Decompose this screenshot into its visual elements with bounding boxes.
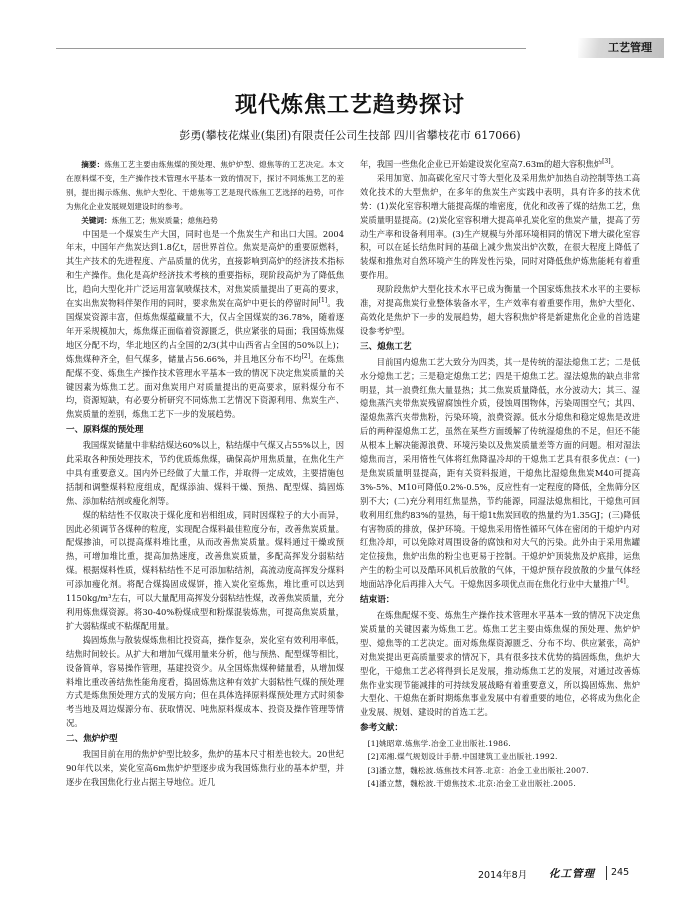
cont-text: 年，我国一些焦化企业已开始建设炭化室高7.63m的超大容积焦炉: [360, 159, 603, 169]
intro-text: 中国是一个煤炭生产大国，同时也是一个焦炭生产和出口大国。2004年末，中国年产焦炭达到1.8亿t，居世界首位。焦炭是高炉的重要原燃料，其生产技术的先进程度、产品质量的优劣，直接影响到高炉的经济技术指标和生产操作。焦化是高炉经济技术考核的重要指标，现阶段高炉为了降低焦比，趋向大型化并广泛运用富氧喷煤技术，对焦炭质量提出了更高的要求，在实出焦炭物料伴架作用的同时，要求焦炭在高炉中更长的停留时间: [66, 228, 344, 309]
body-paragraph: [360, 158, 640, 172]
citation: [3]: [602, 158, 611, 166]
article-title: 现代炼焦工艺趋势探讨: [234, 93, 465, 118]
footer-divider: [606, 866, 607, 880]
body-paragraph: 采用加宽、加高碳化室尺寸等大型化及采用焦炉加热自动控制等热工高效化技术的大型焦炉，在多年的焦炭生产实践中表明，具有许多的技术优势：(1)炭化室容积增大能提高煤的堆密度，优化和改善了煤的结焦工艺，焦炭质量明显提高。(2)炭化室容积增大提高单孔炭化室的焦炭产量，提高了劳动生产率和设备利用率。(3)生产规模与外部环境相同的情况下增大碳化室容积，可以在延长结焦时间的基础上减少焦炭出炉次数，在很大程度上降低了装煤和推焦对自然环境产生的阵发性污染，同时对降低焦炉炼焦能耗有着重要作用。: [360, 172, 640, 281]
section-header: [0, 38, 700, 60]
body-paragraph: 捣固炼焦与散装煤炼焦相比投资高，操作复杂，炭化室有效利用率低，结焦时间较长。从扩大和增加气煤用量来分析，他与预热、配型煤等相比，设备简单，容易操作管理，基建投资少。从全国炼焦煤种储量看，从增加煤料堆比重改善结焦性能角度看，捣固炼焦这种有效扩大弱粘性气煤的预处理方式是炼焦预处理方式的发展方向；但在具体选择原料煤预处理方式时须参考当地及周边煤源分布、获取情况、吨焦原料煤成本、投资及操作管理等情况。: [66, 634, 344, 729]
intro-paragraph: [66, 228, 344, 423]
body-paragraph: 现阶段焦炉大型化技术水平已成为衡量一个国家炼焦技术水平的主要标准，对提高焦炭行业整体装备水平，生产效率有着重要作用，焦炉大型化、高效化是焦炉下一步的发展趋势，超大容积焦炉将是新建焦化企业的首选建设参考炉型。: [360, 284, 640, 336]
header-rule: [56, 48, 526, 49]
references-heading: 参考文献：: [360, 723, 403, 734]
body-paragraph: 在炼焦配煤不变、炼焦生产操作技术管理水平基本一致的情况下决定焦炭质量的关键因素为炼焦工艺。炼焦工艺主要由炼焦煤的预处理、焦炉炉型、熄焦等的工艺决定。面对炼焦煤资源匮乏、分布不均、供应紧张，高炉对焦炭提出更高质量要求的情况下，具有很多技术优势的捣固炼焦，焦炉大型化，干熄焦工艺必将得到长足发展，推动炼焦工艺的发展，对通过改善炼焦作业实现节能减排的可持续发展战略有着重要意义，所以捣固炼焦、焦炉大型化、干熄焦在新时期炼焦事业发展中有着重要的地位，必将成为焦化企业发展、规划、建设时的首选工艺。: [360, 610, 640, 718]
keywords-text: 炼焦工艺；焦炭质量；熄焦趋势: [111, 215, 218, 225]
cont-text-end: 。: [610, 159, 619, 169]
reference-item: [3]潘立慧，魏松波.炼焦技术问答.北京：冶金工业出版社.2007.: [367, 765, 589, 775]
citation: [4]: [617, 578, 626, 586]
section-heading: 二、焦炉炉型: [66, 734, 118, 745]
abstract-text: 炼焦工艺主要由炼焦煤的预处理、焦炉炉型、熄焦等的工艺决定。本文在原料煤不变，生产操作技术管理水平基本一致的情况下，探讨不同炼焦工艺的差别，提出揭示炼焦、焦炉大型化、干熄焦等工艺是现代炼焦工艺选择的趋势，可作为焦化企业发展规划建设时的参考。: [66, 160, 344, 211]
body-paragraph: 我国煤炭储量中非粘结煤达60%以上，粘结煤中气煤又占55%以上，因此采取各种预处理技术，节约优质炼焦煤，确保高炉用焦质量，在焦化生产中具有重要意义。国内外已经做了大量工作，并取得一定成效，主要措施包括制和调整煤料粒度组成，配煤添油、煤料干燥、预热、配型煤、捣固炼焦、添加粘结剂或瘦化剂等。: [66, 440, 344, 506]
abstract-label: 摘要：: [81, 160, 105, 169]
page-footer: [0, 866, 700, 882]
intro-text-cont: 。我国煤炭资源丰富，但炼焦煤蕴藏量不大，仅占全国煤炭的36.78%，随着逐年开采规模加大，炼焦煤正面临着资源匮乏，供应紧张的局面；我国炼焦煤地区分配不均，华北地区约占全国的2/3(其中山西省占全国的50%以上)；炼焦煤种齐全，但气煤多，储量占56.66%，并且地区分布不均: [66, 298, 344, 364]
keywords: [66, 214, 344, 228]
keywords-label: 关键词：: [81, 215, 112, 225]
sec3-text-end: 。: [625, 579, 635, 590]
reference-item: [4]潘立慧，魏松波.干熄焦技术.北京:冶金工业出版社.2005.: [367, 778, 576, 788]
citation: [2]: [301, 352, 311, 360]
intro-text-end: 。在炼焦配煤不变、炼焦生产操作技术管理水平基本一致的情况下决定焦炭质量的关键因素为炼焦工艺。面对焦炭用户对质量提出的更高要求，原料煤分布不均，资源短缺，有必要分析研究不同炼焦工艺情况下资源利用、焦炭生产、焦炭质量的差别，炼焦工艺下一步的发展趋势。: [66, 353, 344, 420]
left-column: [66, 158, 344, 790]
section-tag: 工艺管理: [578, 38, 664, 58]
journal-name: 化工管理: [549, 868, 595, 880]
section-heading: 结束语：: [360, 595, 395, 606]
issue-date: 2014年8月: [478, 870, 528, 881]
right-column: [360, 158, 640, 790]
body-paragraph: [360, 356, 640, 592]
abstract: [66, 158, 344, 214]
section-heading: 一、原料煤的预处理: [66, 425, 144, 436]
references-list: [360, 737, 640, 790]
body-paragraph: 煤的粘结性不仅取决于煤化度和岩相组成，同时因煤粒子的大小而异，因此必须调节各煤种的粒度，实现配合煤料最佳粒度分布，改善焦炭质量。配煤掺油，可以提高煤料堆比重，从而改善焦炭质量。煤料通过干燥或预热，可增加堆比重，提高加热速度，改善焦炭质量，多配高挥发分弱粘结煤。根据煤料性质，煤料粘结性不足可添加粘结剂，高流动度高挥发分煤料可添加瘦化剂。将配合煤捣固成煤饼，推入炭化室炼焦，堆比重可以达到1150kg/m³左右，可以大量配用高挥发分弱粘结性煤，改善焦炭质量，充分利用炼焦煤资源。将30-40%粉煤成型和粉煤混装炼焦，可提高焦炭质量，扩大弱粘煤或不粘煤配用量。: [66, 509, 344, 631]
page-number: 245: [611, 867, 630, 878]
author-byline: 彭勇(攀枝花煤业(集团)有限责任公司生技部 四川省攀枝花市 617066): [179, 129, 521, 142]
reference-item: [1]姚昭章.炼焦学.冶金工业出版社.1986.: [367, 739, 511, 749]
sec3-text: 目前国内熄焦工艺大致分为四类，其一是传统的湿法熄焦工艺；二是低水分熄焦工艺；三是稳定熄焦工艺；四是干熄焦工艺。湿法熄焦的缺点非常明显，其一浪费红焦大量显热；其二焦炭质量降低，水分波动大；其三、湿熄焦蒸汽夹带焦炭残留腐蚀性介质，侵蚀周围物体，污染周围空气；其四、湿熄焦蒸汽夹带焦粉，污染环境，浪费资源。低水分熄焦和稳定熄焦是改进后的两种湿熄焦工艺，虽然在某些方面缓解了传统湿熄焦的不足，但还不能从根本上解决能源浪费、环境污染以及焦炭质量差等方面的问题。相对湿法熄焦而言，采用惰性气体将红焦降温冷却的干熄焦工艺具有很多优点：(一)是焦炭质量明显提高，距有关资料报道，干熄焦比湿熄焦焦炭M40可提高3%-5%、M10可降低0.2%-0.5%，反应性有一定程度的降低，全焦筛分区别不大；(二)充分利用红焦显热，节约能源，同湿法熄焦相比，干熄焦可回收利用红焦约83%的显热，每干熄1t焦炭回收的热量约为1.35GJ；(三)降低有害物质的排放，保护环境。干熄焦采用惰性循环气体在密闭的干熄炉内对红焦冷却，可以免除对周围设备的腐蚀和对大气的污染。此外由于采用焦罐定位接焦，焦炉出焦的粉尘也更易于控制。干熄炉炉顶装焦及炉底排，运焦产生的粉尘可以及酷环风机后放散的气体，干熄炉预存段放散的少量气体经地面站净化后再排入大气。干熄焦因多项优点而在焦化行业中大量推广: [360, 356, 640, 590]
citation: [1]: [318, 297, 328, 305]
reference-item: [2]邓湘.煤气规划设计手册.中国建筑工业出版社.1992.: [367, 752, 558, 762]
body-paragraph: 我国目前在用的焦炉炉型比较多，焦炉的基本尺寸相差也较大。20世纪90年代以来，炭化室高6m焦炉炉型逐步成为我国炼焦行业的基本炉型，并逐步在我国焦化行业占据主导地位。近几: [66, 749, 344, 787]
section-heading: 三、熄焦工艺: [360, 341, 412, 352]
